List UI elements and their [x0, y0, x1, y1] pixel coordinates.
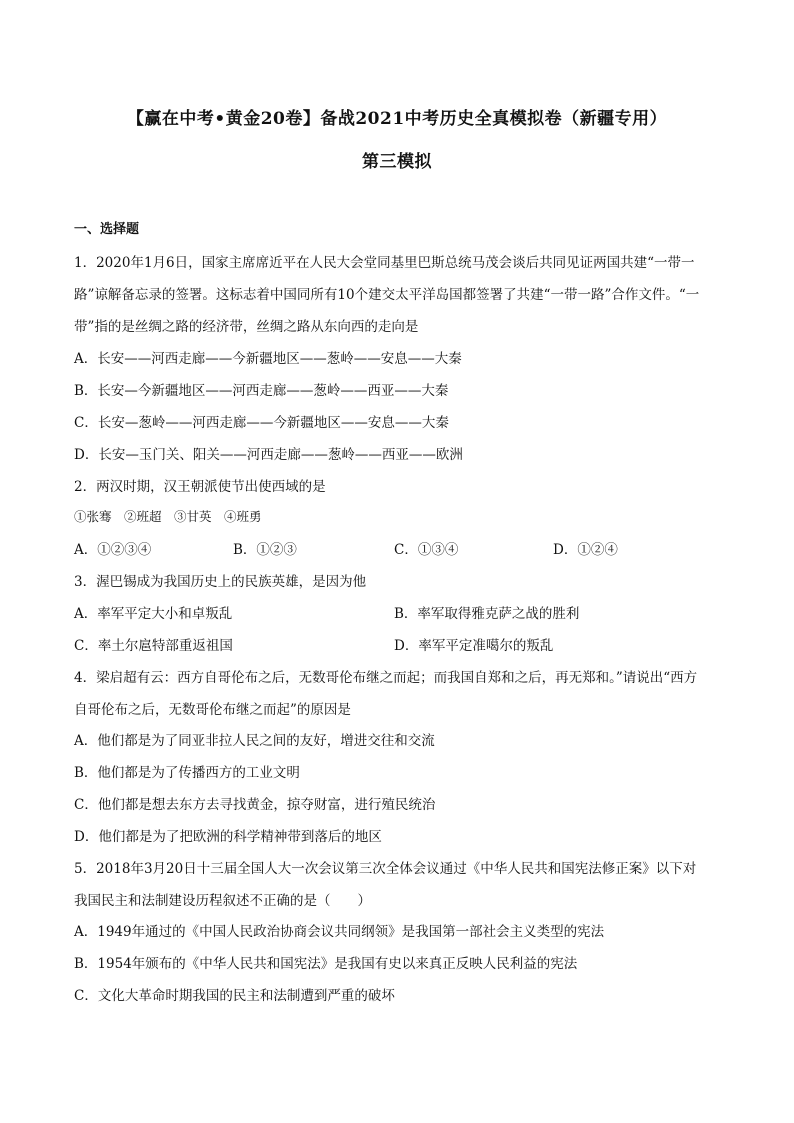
- option-b: B．率军取得雅克萨之战的胜利: [394, 606, 580, 622]
- option-c: C．率土尔扈特部重返祖国: [74, 638, 233, 654]
- question-text-line: 带”指的是丝绸之路的经济带，丝绸之路从东向西的走向是: [74, 319, 419, 335]
- question-text-line: 4．梁启超有云：西方自哥伦布之后，无数哥伦布继之而起；而我国自郑和之后，再无郑和。”请说出“西方: [74, 670, 698, 686]
- option-c: C．①③④: [394, 542, 459, 558]
- question-text-line: 自哥伦布之后，无数哥伦布继之而起”的原因是: [74, 702, 351, 718]
- option-c: C．他们都是想去东方去寻找黄金，掠夺财富，进行殖民统治: [74, 797, 436, 813]
- option-d: D．长安—玉门关、阳关——河西走廊——葱岭——西亚——欧洲: [74, 447, 463, 463]
- option-b: B．1954年颁布的《中华人民共和国宪法》是我国有史以来真正反映人民利益的宪法: [74, 956, 578, 972]
- option-b: B．他们都是为了传播西方的工业文明: [74, 765, 300, 781]
- option-c: C．文化大革命时期我国的民主和法制遭到严重的破坏: [74, 988, 395, 1004]
- option-c: C．长安—葱岭——河西走廊——今新疆地区——安息——大秦: [74, 415, 449, 431]
- option-b: B．①②③: [233, 542, 297, 558]
- option-d: D．①②④: [553, 542, 618, 558]
- question-text-line: 路”谅解备忘录的签署。这标志着中国同所有10个建交太平洋岛国都签署了共建“一带一路”合作文件。“一: [74, 287, 700, 303]
- section-title: 一、选择题: [74, 222, 140, 237]
- option-a: A．①②③④: [74, 542, 152, 558]
- option-a: A．1949年通过的《中国人民政治协商会议共同纲领》是我国第一部社会主义类型的宪法: [74, 924, 605, 940]
- question-text-line: 2．两汉时期，汉王朝派使节出使西域的是: [74, 479, 326, 495]
- question-choices: ①张骞 ②班超 ③甘英 ④班勇: [74, 509, 262, 524]
- option-d: D．他们都是为了把欧洲的科学精神带到落后的地区: [74, 829, 382, 845]
- option-a: A．长安——河西走廊——今新疆地区——葱岭——安息——大秦: [74, 351, 462, 367]
- option-a: A．他们都是为了同亚非拉人民之间的友好，增进交往和交流: [74, 733, 435, 749]
- page-subtitle: 第三模拟: [362, 152, 432, 172]
- question-text-line: 我国民主和法制建设历程叙述不正确的是（ ）: [74, 893, 371, 909]
- question-text-line: 5．2018年3月20日十三届全国人大一次会议第三次全体会议通过《中华人民共和国宪法修正案》以下对: [74, 861, 697, 877]
- question-text-line: 1．2020年1月6日，国家主席席近平在人民大会堂同基里巴斯总统马茂会谈后共同见证两国共建“一带一: [74, 255, 695, 271]
- page-title: 【赢在中考•黄金20卷】备战2021中考历史全真模拟卷（新疆专用）: [126, 109, 668, 129]
- question-text-line: 3．渥巴锡成为我国历史上的民族英雄，是因为他: [74, 574, 367, 590]
- option-a: A．率军平定大小和卓叛乱: [74, 606, 233, 622]
- option-d: D．率军平定准噶尔的叛乱: [394, 638, 554, 654]
- option-b: B．长安—今新疆地区——河西走廊——葱岭——西亚——大秦: [74, 383, 449, 399]
